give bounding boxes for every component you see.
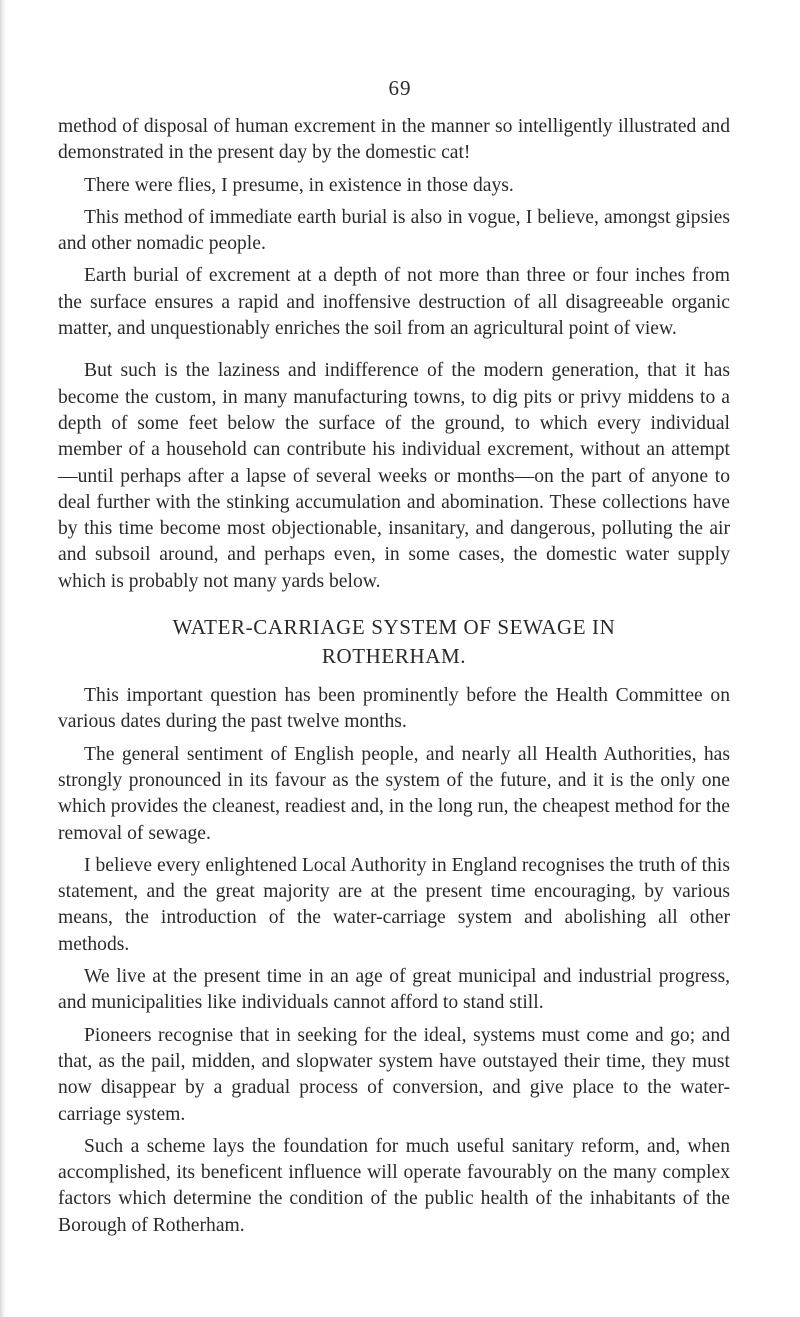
paragraph-privy-middens: But such is the laziness and indifference of the modern generation, that it has become the custom, in many manufacturing towns, to dig pits or privy middens to a depth of some feet below the surface of the ground, to which every individual member of a household can contribute his individual excrement, without an attempt—until perhaps after a lapse of several weeks or months—on the part of anyone to deal further with the stinking accumulation and abomination. These collections have by this time become most objectionable, insanitary, and dangerous, polluting the air and subsoil around, and perhaps even, in some cases, the domestic water supply which is probably not many yards below. (58, 360, 730, 592)
paragraph-continued: method of disposal of human excrement in the manner so intelligently illustrated and demonstrated in the present day by the domestic cat! (58, 116, 730, 164)
paragraph-pioneers: Pioneers recognise that in seeking for the ideal, systems must come and go; and that, as the pail, midden, and slopwater system have outstayed their time, they must now disappear by a gradual process of conversion, and give place to the water-carriage system. (58, 1024, 730, 1125)
paragraph-earth-burial-nomads: This method of immediate earth burial is also in vogue, I believe, amongst gipsies and other nomadic people. (58, 206, 730, 255)
paragraph-earth-burial-depth: Earth burial of excrement at a depth of not more than three or four inches from the surface ensures a rapid and inoffensive destruction of all disagreeable organic matter, and unquestionably enriches the soil from an agricultural point of view. (58, 265, 730, 340)
page-body (58, 114, 730, 1245)
paragraph-municipal-progress: We live at the present time in an age of great municipal and industrial progress, and municipalities like individuals cannot afford to stand still. (58, 966, 730, 1014)
page-number: 69 (388, 76, 412, 100)
section-heading-line-2: ROTHERHAM. (321, 644, 467, 669)
page-scan-edge (0, 0, 6, 1317)
paragraph-flies: There were flies, I presume, in existence in those days. (84, 174, 514, 196)
section-heading-line-1: WATER-CARRIAGE SYSTEM OF SEWAGE IN (172, 615, 616, 640)
section-heading (58, 613, 730, 671)
paragraph-general-sentiment: The general sentiment of English people, and nearly all Health Authorities, has strongly pronounced in its favour as the system of the future, and it is the only one which provides the cleanest, readiest and, in the long run, the cheapest method for the removal of sewage. (58, 743, 730, 844)
paragraph-health-committee: This important question has been prominently before the Health Committee on various dates during the past twelve months. (58, 685, 730, 733)
paragraph-local-authority: I believe every enlightened Local Authority in England recognises the truth of this statement, and the great majority are at the present time encouraging, by various means, the introduction of the water-carriage system and abolishing all other methods. (58, 854, 730, 955)
paragraph-sanitary-reform: Such a scheme lays the foundation for much useful sanitary reform, and, when accomplished, its beneficent influence will operate favourably on the many complex factors which determine the condition of the public health of the inhabitants of the Borough of Rotherham. (58, 1135, 730, 1236)
